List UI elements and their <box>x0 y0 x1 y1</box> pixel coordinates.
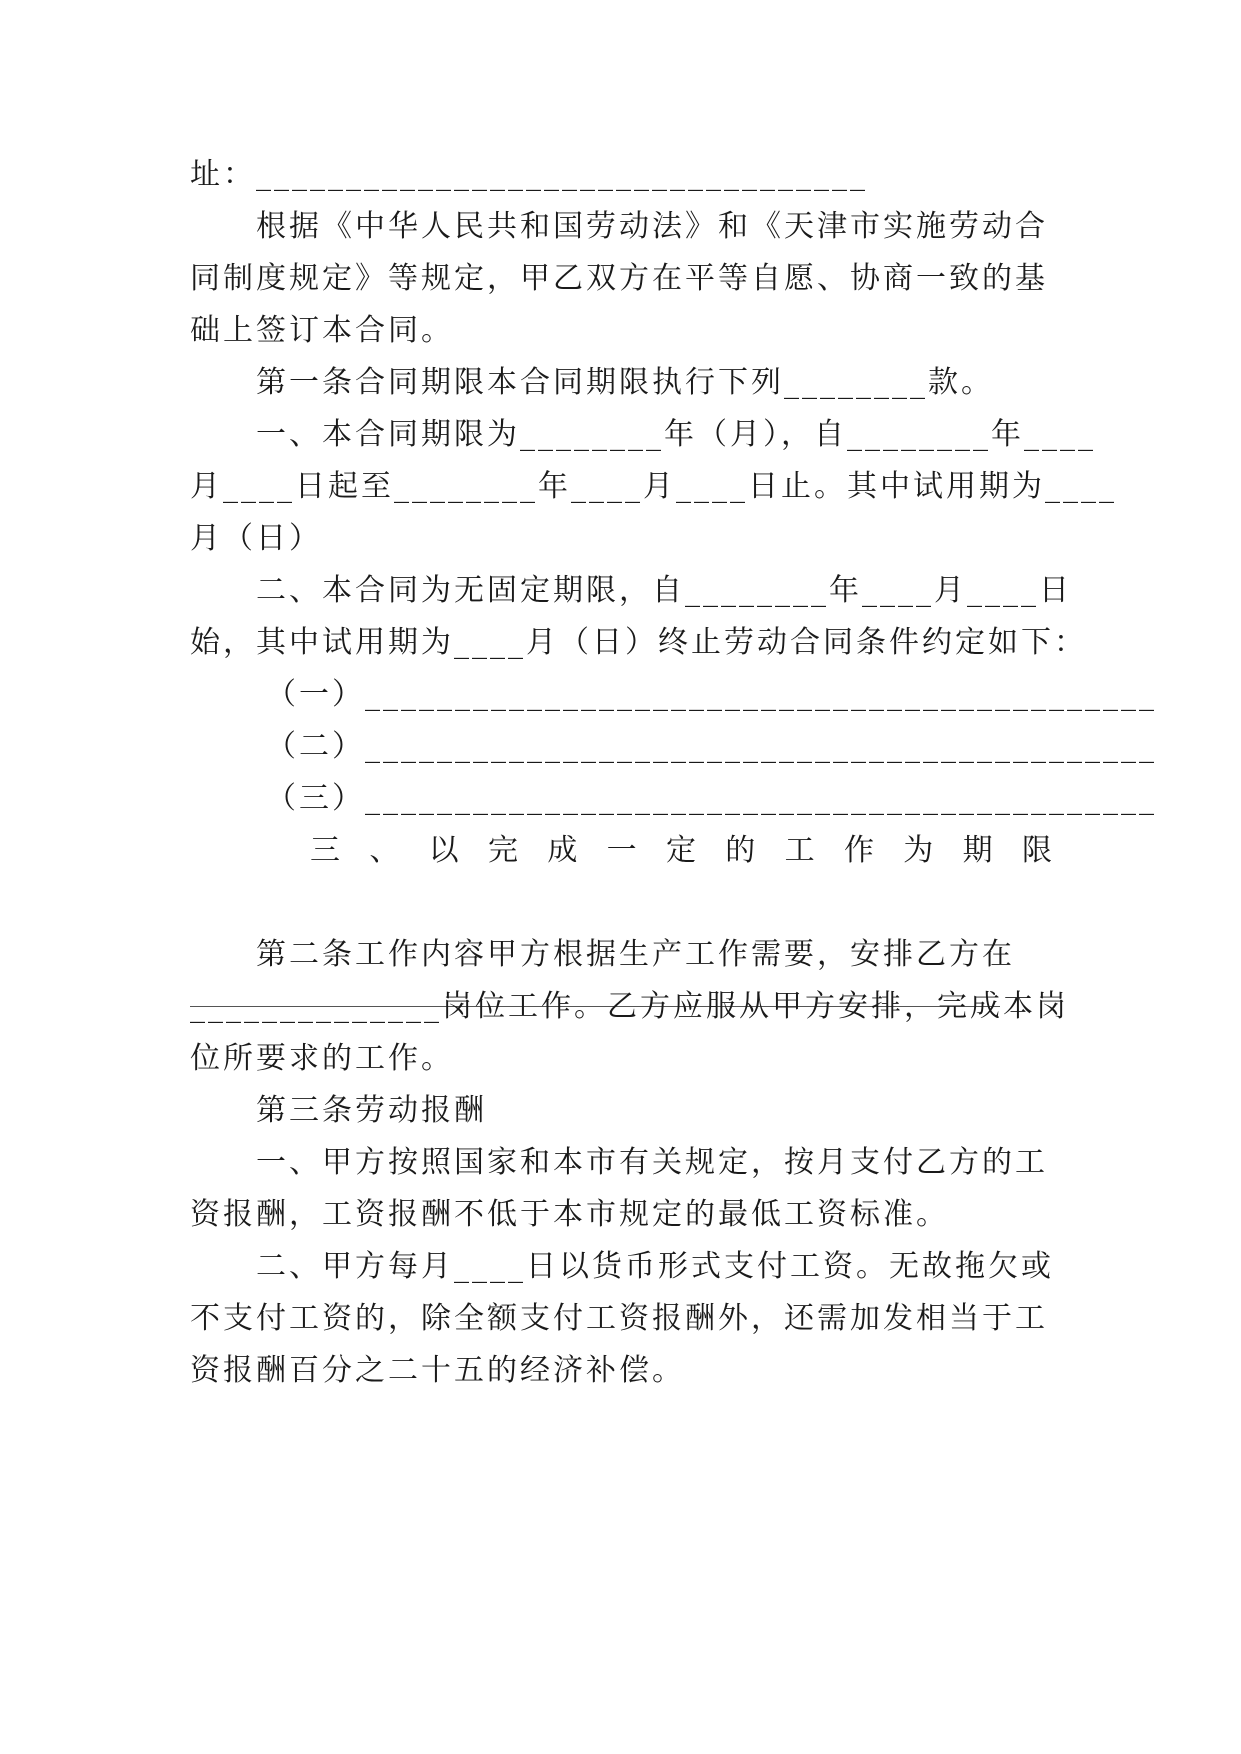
spread-char: 以 <box>428 833 459 868</box>
paragraph-line: 位所要求的工作。 <box>190 1041 454 1076</box>
paragraph-line: 二、甲方每月____日以货币形式支付工资。无故拖欠或 <box>256 1249 1054 1284</box>
paragraph-line: 月（日） <box>190 521 322 556</box>
article-3-heading: 第三条劳动报酬 <box>256 1093 487 1128</box>
condition-item-2: （二）____________________________________________ <box>266 729 1157 764</box>
spread-char: 为 <box>903 833 934 868</box>
paragraph-line: 一、本合同期限为________年（月），自________年____ <box>256 417 1096 452</box>
spread-char: 的 <box>725 833 756 868</box>
spread-char: 作 <box>843 833 874 868</box>
paragraph-line: 月____日起至________年____月____日止。其中试用期为____ <box>190 469 1117 504</box>
article-1-heading: 第一条合同期限本合同期限执行下列________款。 <box>256 365 994 400</box>
spread-char: 、 <box>369 833 400 868</box>
spread-char: 成 <box>547 833 578 868</box>
paragraph-line: 不支付工资的，除全额支付工资报酬外，还需加发相当于工 <box>190 1301 1048 1336</box>
spread-line <box>310 831 1052 871</box>
spread-char: 定 <box>665 833 696 868</box>
condition-item-3: （三）____________________________________________ <box>266 781 1157 816</box>
paragraph-line: ______________岗位工作。乙方应服从甲方安排，完成本岗 <box>190 989 1069 1024</box>
condition-item-1: （一）____________________________________________ <box>266 677 1157 712</box>
spread-char: 工 <box>784 833 815 868</box>
spread-char: 完 <box>487 833 518 868</box>
paragraph-line: 础上签订本合同。 <box>190 313 454 348</box>
paragraph-line: 根据《中华人民共和国劳动法》和《天津市实施劳动合 <box>256 209 1048 244</box>
paragraph-line: 始，其中试用期为____月（日）终止劳动合同条件约定如下： <box>190 625 1087 660</box>
paragraph-line: 资报酬百分之二十五的经济补偿。 <box>190 1353 685 1388</box>
paragraph-line: 资报酬，工资报酬不低于本市规定的最低工资标准。 <box>190 1197 949 1232</box>
spread-char: 一 <box>606 833 637 868</box>
spread-char: 期 <box>962 833 993 868</box>
spread-char: 限 <box>1021 833 1052 868</box>
paragraph-line: 二、本合同为无固定期限，自________年____月____日 <box>256 573 1072 608</box>
paragraph-line: 同制度规定》等规定，甲乙双方在平等自愿、协商一致的基 <box>190 261 1048 296</box>
paragraph-line: 一、甲方按照国家和本市有关规定，按月支付乙方的工 <box>256 1145 1048 1180</box>
article-2-heading: 第二条工作内容甲方根据生产工作需要，安排乙方在 <box>256 937 1015 972</box>
address-line: 址：__________________________________ <box>190 157 868 192</box>
spread-char: 三 <box>310 833 340 868</box>
